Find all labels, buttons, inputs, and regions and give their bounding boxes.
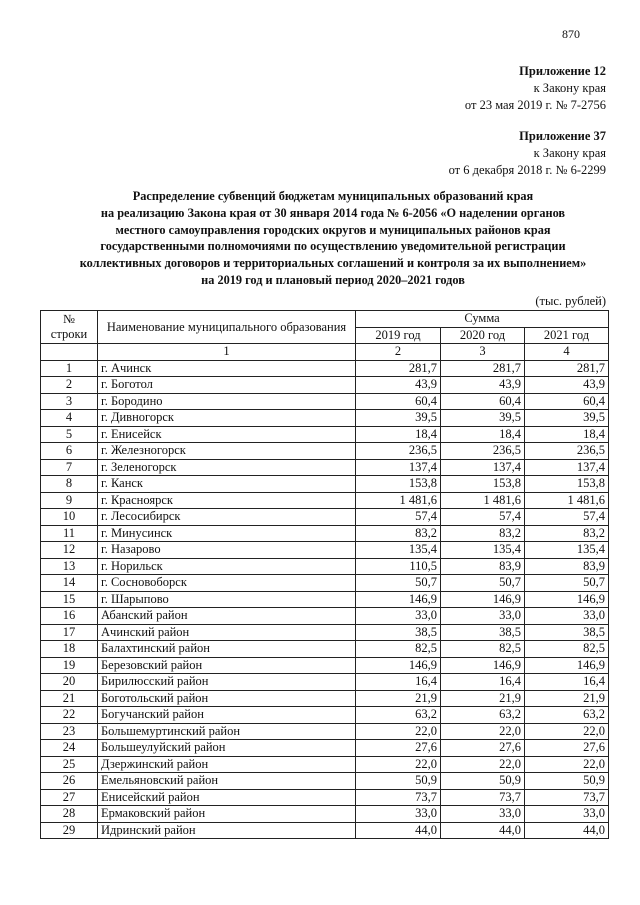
- value-2021-cell: 281,7: [525, 360, 609, 377]
- municipality-name-cell: Большемуртинский район: [98, 723, 356, 740]
- appendix-current-title: Приложение 12: [519, 64, 606, 78]
- table-row: [41, 492, 609, 509]
- row-number-cell: 7: [41, 459, 98, 476]
- value-2020-cell: 43,9: [441, 377, 525, 394]
- appendix-current-line1: к Закону края: [533, 81, 606, 95]
- municipality-name-cell: Енисейский район: [98, 789, 356, 806]
- value-2020-cell: 44,0: [441, 822, 525, 839]
- header-col-number: 3: [441, 344, 525, 361]
- table-row: [41, 740, 609, 757]
- appendix-current: [465, 63, 606, 114]
- row-number-cell: 19: [41, 657, 98, 674]
- value-2021-cell: 60,4: [525, 393, 609, 410]
- subsidy-table: [40, 310, 609, 839]
- row-number-cell: 15: [41, 591, 98, 608]
- value-2019-cell: 83,2: [356, 525, 441, 542]
- value-2020-cell: 83,9: [441, 558, 525, 575]
- table-row: [41, 476, 609, 493]
- value-2019-cell: 73,7: [356, 789, 441, 806]
- municipality-name-cell: г. Лесосибирск: [98, 509, 356, 526]
- value-2019-cell: 16,4: [356, 674, 441, 691]
- value-2020-cell: 16,4: [441, 674, 525, 691]
- table-row: [41, 707, 609, 724]
- heading-line: Распределение субвенций бюджетам муниципальных образований края: [132, 189, 534, 203]
- value-2020-cell: 146,9: [441, 657, 525, 674]
- value-2019-cell: 39,5: [356, 410, 441, 427]
- row-number-cell: 25: [41, 756, 98, 773]
- document-heading: [40, 188, 626, 289]
- header-col-number: 4: [525, 344, 609, 361]
- municipality-name-cell: г. Сосновоборск: [98, 575, 356, 592]
- heading-line: на реализацию Закона края от 30 января 2014 года № 6-2056 «О наделении органов: [100, 205, 566, 220]
- row-number-cell: 12: [41, 542, 98, 559]
- row-number-cell: 28: [41, 806, 98, 823]
- value-2019-cell: 44,0: [356, 822, 441, 839]
- value-2020-cell: 137,4: [441, 459, 525, 476]
- table-row: [41, 393, 609, 410]
- value-2019-cell: 63,2: [356, 707, 441, 724]
- table-row: [41, 657, 609, 674]
- municipality-name-cell: г. Минусинск: [98, 525, 356, 542]
- value-2021-cell: 83,2: [525, 525, 609, 542]
- value-2019-cell: 27,6: [356, 740, 441, 757]
- value-2019-cell: 50,9: [356, 773, 441, 790]
- table-row: [41, 410, 609, 427]
- value-2021-cell: 33,0: [525, 806, 609, 823]
- table-body: [41, 360, 609, 839]
- value-2019-cell: 137,4: [356, 459, 441, 476]
- appendix-original-title: Приложение 37: [519, 129, 606, 143]
- value-2020-cell: 50,9: [441, 773, 525, 790]
- value-2020-cell: 236,5: [441, 443, 525, 460]
- municipality-name-cell: г. Ачинск: [98, 360, 356, 377]
- municipality-name-cell: Дзержинский район: [98, 756, 356, 773]
- table-row: [41, 822, 609, 839]
- row-number-cell: 2: [41, 377, 98, 394]
- header-row-number: № строки: [41, 311, 98, 344]
- municipality-name-cell: Березовский район: [98, 657, 356, 674]
- table-row: [41, 674, 609, 691]
- table-header: [41, 311, 609, 361]
- row-number-cell: 6: [41, 443, 98, 460]
- table-row: [41, 690, 609, 707]
- row-number-cell: 1: [41, 360, 98, 377]
- municipality-name-cell: г. Бородино: [98, 393, 356, 410]
- municipality-name-cell: г. Канск: [98, 476, 356, 493]
- municipality-name-cell: Богучанский район: [98, 707, 356, 724]
- table-row: [41, 723, 609, 740]
- value-2020-cell: 281,7: [441, 360, 525, 377]
- table-row: [41, 773, 609, 790]
- value-2021-cell: 63,2: [525, 707, 609, 724]
- municipality-name-cell: Идринский район: [98, 822, 356, 839]
- value-2020-cell: 22,0: [441, 756, 525, 773]
- value-2020-cell: 39,5: [441, 410, 525, 427]
- value-2019-cell: 50,7: [356, 575, 441, 592]
- value-2021-cell: 39,5: [525, 410, 609, 427]
- value-2020-cell: 22,0: [441, 723, 525, 740]
- heading-line: на 2019 год и плановый период 2020–2021 годов: [201, 272, 465, 287]
- value-2021-cell: 21,9: [525, 690, 609, 707]
- value-2020-cell: 57,4: [441, 509, 525, 526]
- value-2020-cell: 82,5: [441, 641, 525, 658]
- municipality-name-cell: Бирилюсский район: [98, 674, 356, 691]
- municipality-name-cell: г. Шарыпово: [98, 591, 356, 608]
- table-row: [41, 591, 609, 608]
- value-2019-cell: 236,5: [356, 443, 441, 460]
- row-number-cell: 11: [41, 525, 98, 542]
- row-number-cell: 23: [41, 723, 98, 740]
- table-row: [41, 377, 609, 394]
- table-row: [41, 608, 609, 625]
- header-col-number: 2: [356, 344, 441, 361]
- value-2019-cell: 22,0: [356, 723, 441, 740]
- heading-line: местного самоуправления городских округов и муниципальных районов края: [115, 222, 551, 237]
- header-year-2021: 2021 год: [525, 327, 609, 344]
- municipality-name-cell: Ачинский район: [98, 624, 356, 641]
- value-2021-cell: 1 481,6: [525, 492, 609, 509]
- row-number-cell: 26: [41, 773, 98, 790]
- value-2021-cell: 22,0: [525, 723, 609, 740]
- value-2021-cell: 82,5: [525, 641, 609, 658]
- value-2019-cell: 1 481,6: [356, 492, 441, 509]
- value-2021-cell: 146,9: [525, 591, 609, 608]
- table-row: [41, 624, 609, 641]
- value-2021-cell: 50,7: [525, 575, 609, 592]
- value-2020-cell: 33,0: [441, 608, 525, 625]
- value-2020-cell: 153,8: [441, 476, 525, 493]
- value-2021-cell: 236,5: [525, 443, 609, 460]
- value-2019-cell: 110,5: [356, 558, 441, 575]
- value-2020-cell: 18,4: [441, 426, 525, 443]
- row-number-cell: 14: [41, 575, 98, 592]
- value-2019-cell: 43,9: [356, 377, 441, 394]
- row-number-cell: 9: [41, 492, 98, 509]
- value-2021-cell: 83,9: [525, 558, 609, 575]
- value-2021-cell: 33,0: [525, 608, 609, 625]
- municipality-name-cell: Балахтинский район: [98, 641, 356, 658]
- value-2020-cell: 33,0: [441, 806, 525, 823]
- municipality-name-cell: г. Боготол: [98, 377, 356, 394]
- table-row: [41, 806, 609, 823]
- value-2019-cell: 22,0: [356, 756, 441, 773]
- value-2019-cell: 21,9: [356, 690, 441, 707]
- page-number: 870: [562, 27, 580, 41]
- row-number-cell: 24: [41, 740, 98, 757]
- value-2021-cell: 153,8: [525, 476, 609, 493]
- value-2019-cell: 33,0: [356, 806, 441, 823]
- value-2019-cell: 38,5: [356, 624, 441, 641]
- value-2019-cell: 146,9: [356, 591, 441, 608]
- row-number-cell: 8: [41, 476, 98, 493]
- value-2020-cell: 1 481,6: [441, 492, 525, 509]
- row-number-cell: 29: [41, 822, 98, 839]
- municipality-name-cell: г. Красноярск: [98, 492, 356, 509]
- value-2019-cell: 57,4: [356, 509, 441, 526]
- value-2021-cell: 146,9: [525, 657, 609, 674]
- municipality-name-cell: г. Дивногорск: [98, 410, 356, 427]
- appendix-original: [449, 128, 606, 179]
- municipality-name-cell: г. Железногорск: [98, 443, 356, 460]
- value-2021-cell: 73,7: [525, 789, 609, 806]
- row-number-cell: 18: [41, 641, 98, 658]
- appendix-original-line2: от 6 декабря 2018 г. № 6-2299: [448, 163, 606, 177]
- row-number-cell: 17: [41, 624, 98, 641]
- value-2021-cell: 44,0: [525, 822, 609, 839]
- municipality-name-cell: г. Норильск: [98, 558, 356, 575]
- value-2020-cell: 73,7: [441, 789, 525, 806]
- value-2019-cell: 135,4: [356, 542, 441, 559]
- header-col-number: [41, 344, 98, 361]
- table-row: [41, 426, 609, 443]
- value-2019-cell: 153,8: [356, 476, 441, 493]
- value-2019-cell: 281,7: [356, 360, 441, 377]
- municipality-name-cell: г. Назарово: [98, 542, 356, 559]
- value-2021-cell: 22,0: [525, 756, 609, 773]
- value-2021-cell: 38,5: [525, 624, 609, 641]
- value-2021-cell: 43,9: [525, 377, 609, 394]
- value-2020-cell: 50,7: [441, 575, 525, 592]
- header-col-number: 1: [98, 344, 356, 361]
- municipality-name-cell: Ермаковский район: [98, 806, 356, 823]
- municipality-name-cell: Большеулуйский район: [98, 740, 356, 757]
- value-2019-cell: 60,4: [356, 393, 441, 410]
- row-number-cell: 3: [41, 393, 98, 410]
- value-2021-cell: 50,9: [525, 773, 609, 790]
- row-number-cell: 27: [41, 789, 98, 806]
- table-row: [41, 443, 609, 460]
- value-2020-cell: 135,4: [441, 542, 525, 559]
- table-row: [41, 525, 609, 542]
- value-2020-cell: 60,4: [441, 393, 525, 410]
- municipality-name-cell: Абанский район: [98, 608, 356, 625]
- row-number-cell: 10: [41, 509, 98, 526]
- municipality-name-cell: Емельяновский район: [98, 773, 356, 790]
- table-row: [41, 558, 609, 575]
- value-2021-cell: 27,6: [525, 740, 609, 757]
- row-number-cell: 20: [41, 674, 98, 691]
- municipality-name-cell: г. Зеленогорск: [98, 459, 356, 476]
- table-row: [41, 542, 609, 559]
- value-2021-cell: 137,4: [525, 459, 609, 476]
- value-2020-cell: 38,5: [441, 624, 525, 641]
- heading-line: коллективных договоров и территориальных соглашений и контроля за их выполнением»: [79, 256, 587, 271]
- header-year-2019: 2019 год: [356, 327, 441, 344]
- table-row: [41, 641, 609, 658]
- value-2020-cell: 27,6: [441, 740, 525, 757]
- table-row: [41, 575, 609, 592]
- value-2019-cell: 82,5: [356, 641, 441, 658]
- table-row: [41, 459, 609, 476]
- value-2020-cell: 21,9: [441, 690, 525, 707]
- header-municipality-name: Наименование муниципального образования: [98, 311, 356, 344]
- row-number-cell: 21: [41, 690, 98, 707]
- value-2019-cell: 146,9: [356, 657, 441, 674]
- appendix-original-line1: к Закону края: [533, 146, 606, 160]
- table-row: [41, 789, 609, 806]
- row-number-cell: 22: [41, 707, 98, 724]
- units-label: (тыс. рублей): [535, 294, 606, 308]
- municipality-name-cell: Боготольский район: [98, 690, 356, 707]
- header-sum: Сумма: [356, 311, 609, 328]
- value-2021-cell: 135,4: [525, 542, 609, 559]
- value-2020-cell: 83,2: [441, 525, 525, 542]
- value-2019-cell: 33,0: [356, 608, 441, 625]
- heading-line: государственными полномочиями по осуществлению уведомительной регистрации: [100, 239, 566, 254]
- row-number-cell: 16: [41, 608, 98, 625]
- value-2021-cell: 16,4: [525, 674, 609, 691]
- value-2020-cell: 146,9: [441, 591, 525, 608]
- value-2019-cell: 18,4: [356, 426, 441, 443]
- value-2021-cell: 57,4: [525, 509, 609, 526]
- row-number-cell: 4: [41, 410, 98, 427]
- value-2020-cell: 63,2: [441, 707, 525, 724]
- municipality-name-cell: г. Енисейск: [98, 426, 356, 443]
- value-2021-cell: 18,4: [525, 426, 609, 443]
- table-row: [41, 756, 609, 773]
- row-number-cell: 13: [41, 558, 98, 575]
- header-year-2020: 2020 год: [441, 327, 525, 344]
- appendix-current-line2: от 23 мая 2019 г. № 7-2756: [464, 98, 606, 112]
- table-row: [41, 509, 609, 526]
- table-row: [41, 360, 609, 377]
- row-number-cell: 5: [41, 426, 98, 443]
